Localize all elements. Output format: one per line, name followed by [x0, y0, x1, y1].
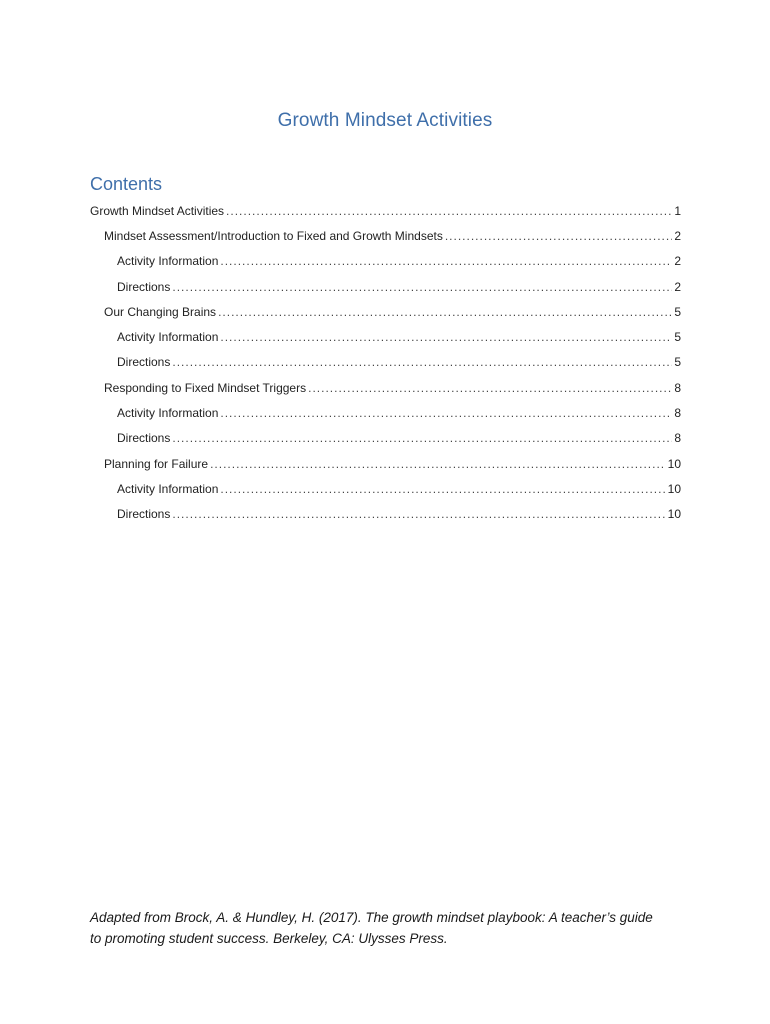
toc-entry[interactable] [90, 324, 681, 349]
toc-entry-page: 1 [674, 203, 681, 218]
toc-dot-leader [210, 457, 666, 471]
document-title: Growth Mindset Activities [277, 110, 493, 131]
toc-entry-page: 2 [674, 279, 681, 294]
toc-entry-label: Directions [117, 355, 171, 370]
toc-dot-leader [220, 406, 672, 420]
toc-entry-page: 10 [667, 456, 681, 471]
toc-entry-page: 5 [674, 330, 681, 345]
toc-dot-leader [218, 305, 672, 319]
toc-entry[interactable] [90, 198, 681, 223]
toc-entry[interactable] [90, 375, 681, 400]
toc-dot-leader [172, 280, 672, 294]
table-of-contents [90, 198, 681, 527]
toc-entry[interactable] [90, 476, 681, 501]
toc-entry[interactable] [90, 400, 681, 425]
toc-dot-leader [220, 330, 672, 344]
toc-entry-page: 2 [674, 228, 681, 243]
toc-entry-label: Directions [117, 431, 171, 446]
citation-line: Adapted from Brock, A. & Hundley, H. (2017). The growth mindset playbook: A teacher’s guide [90, 910, 653, 925]
toc-entry[interactable] [90, 299, 681, 324]
toc-entry-page: 10 [667, 507, 681, 522]
toc-dot-leader [172, 355, 672, 369]
toc-dot-leader [172, 431, 672, 445]
toc-entry[interactable] [90, 274, 681, 299]
toc-entry[interactable] [90, 426, 681, 451]
toc-dot-leader [308, 381, 672, 395]
toc-dot-leader [220, 482, 665, 496]
citation-footer [90, 907, 690, 949]
toc-entry-page: 5 [674, 304, 681, 319]
toc-entry[interactable] [90, 249, 681, 274]
toc-entry[interactable] [90, 223, 681, 248]
toc-dot-leader [220, 254, 672, 268]
toc-entry-page: 10 [667, 481, 681, 496]
toc-entry-label: Growth Mindset Activities [90, 203, 225, 218]
toc-entry-page: 8 [674, 380, 681, 395]
toc-dot-leader [226, 204, 672, 218]
toc-entry-label: Activity Information [117, 406, 219, 421]
toc-entry[interactable] [90, 502, 681, 527]
toc-entry-label: Responding to Fixed Mindset Triggers [104, 380, 307, 395]
toc-heading: Contents [90, 174, 163, 194]
toc-entry-label: Activity Information [117, 481, 219, 496]
citation-line: to promoting student success. Berkeley, CA: Ulysses Press. [90, 931, 448, 946]
toc-entry-label: Mindset Assessment/Introduction to Fixed and Growth Mindsets [104, 228, 443, 243]
toc-entry-label: Our Changing Brains [104, 304, 217, 319]
toc-entry[interactable] [90, 451, 681, 476]
toc-entry-label: Activity Information [117, 330, 219, 345]
toc-entry-page: 8 [674, 406, 681, 421]
toc-dot-leader [172, 507, 665, 521]
toc-entry-label: Planning for Failure [104, 456, 209, 471]
toc-entry-label: Activity Information [117, 254, 219, 269]
toc-entry-label: Directions [117, 507, 171, 522]
toc-entry-page: 5 [674, 355, 681, 370]
toc-entry-label: Directions [117, 279, 171, 294]
toc-entry-page: 8 [674, 431, 681, 446]
toc-entry[interactable] [90, 350, 681, 375]
toc-dot-leader [445, 229, 672, 243]
toc-entry-page: 2 [674, 254, 681, 269]
